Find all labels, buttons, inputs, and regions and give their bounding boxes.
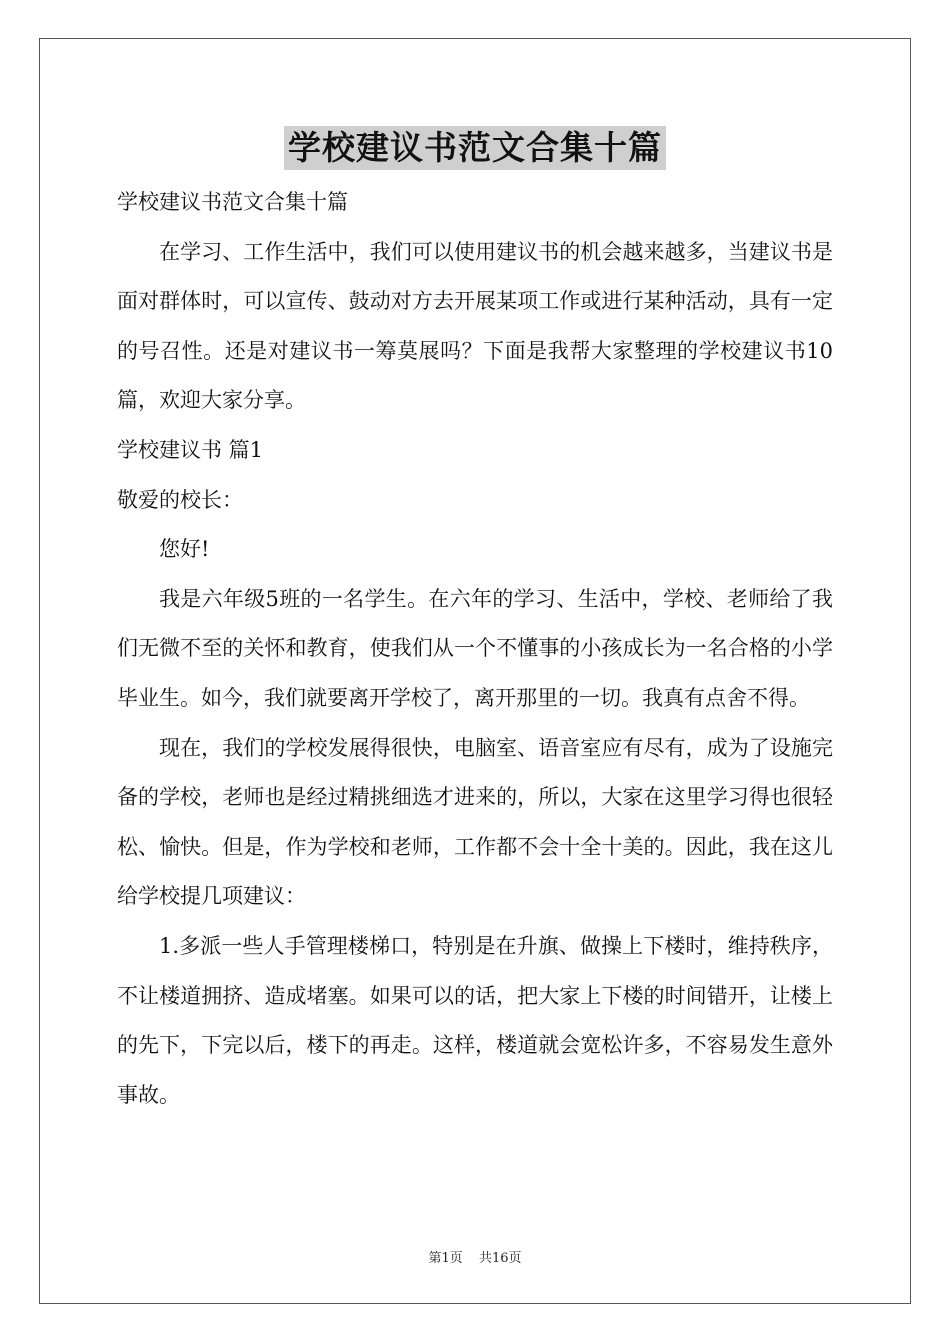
section-heading: 学校建议书 篇1 [117,437,264,462]
greeting: 您好! [159,537,210,562]
salutation: 敬爱的校长： [117,487,243,512]
title-area [0,126,950,170]
intro-paragraph: 在学习、工作生活中，我们可以使用建议书的机会越来越多，当建议书是面对群体时，可以宣传、鼓动对方去开展某项工作或进行某种活动，具有一定的号召性。还是对建议书一筹莫展吗？下面是我帮大家整理的学校建议书10篇，欢迎大家分享。 [117,239,833,413]
suggestion-item: 1.多派一些人手管理楼梯口，特别是在升旗、做操上下楼时，维持秩序，不让楼道拥挤、造成堵塞。如果可以的话，把大家上下楼的时间错开，让楼上的先下，下完以后，楼下的再走。这样，楼道就会宽松许多，不容易发生意外事故。 [117,933,833,1107]
current-page: 第1页 [428,1251,463,1266]
document-body [117,178,833,1120]
body-paragraph: 我是六年级5班的一名学生。在六年的学习、生活中，学校、老师给了我们无微不至的关怀和教育，使我们从一个不懂事的小孩成长为一名合格的小学毕业生。如今，我们就要离开学校了，离开那里的一切。我真有点舍不得。 [117,586,833,710]
body-paragraph: 现在，我们的学校发展得很快，电脑室、语音室应有尽有，成为了设施完备的学校，老师也是经过精挑细选才进来的，所以，大家在这里学习得也很轻松、愉快。但是，作为学校和老师，工作都不会十全十美的。因此，我在这儿给学校提几项建议： [117,735,833,909]
page-footer [0,1247,950,1266]
total-pages: 共16页 [478,1251,522,1266]
document-title: 学校建议书范文合集十篇 [284,126,666,170]
subtitle-line: 学校建议书范文合集十篇 [117,190,348,214]
